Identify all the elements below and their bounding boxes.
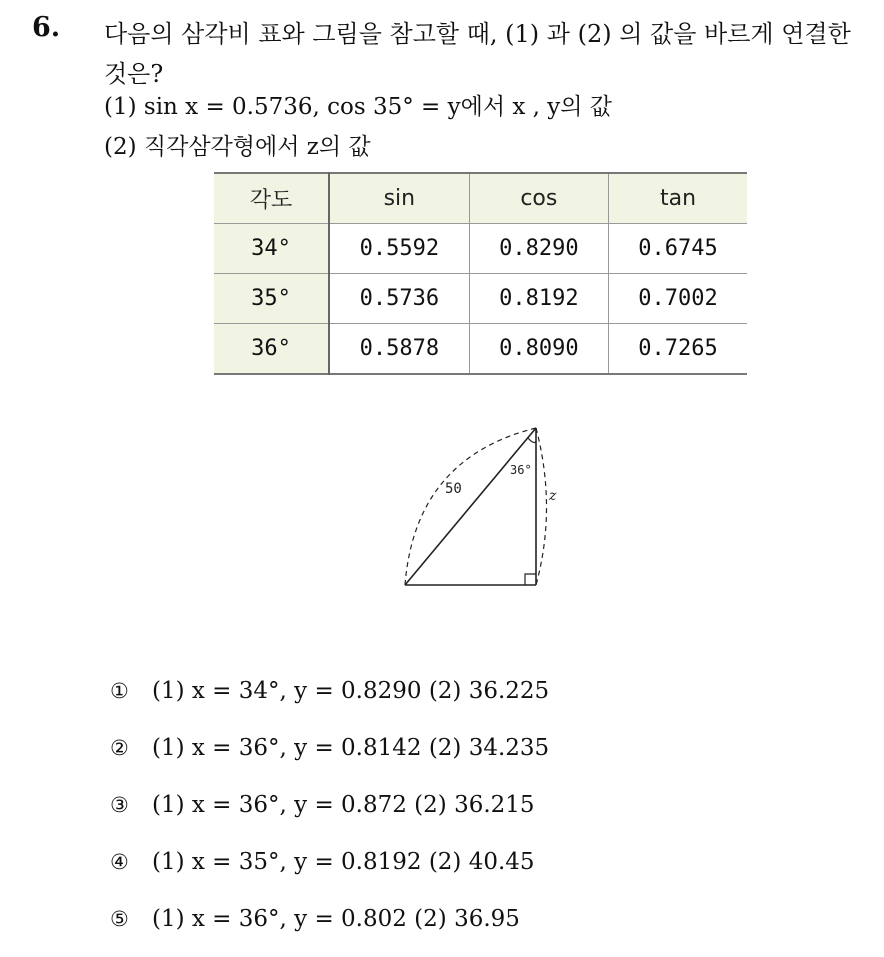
cell-angle: 34° (214, 224, 329, 274)
trig-table (214, 172, 747, 375)
choice-text: (1) x = 35°, y = 0.8192 (2) 40.45 (152, 849, 535, 875)
cell-tan: 0.7002 (609, 274, 747, 324)
header-sin: sin (329, 173, 469, 224)
cell-angle: 36° (214, 324, 329, 375)
choice-5[interactable] (110, 900, 549, 957)
angle-arc (528, 438, 536, 443)
right-triangle-figure (395, 418, 575, 598)
cell-angle: 35° (214, 274, 329, 324)
choice-number: ② (110, 736, 129, 760)
cell-cos: 0.8090 (469, 324, 608, 375)
choice-number: ④ (110, 850, 129, 874)
hypotenuse-label: 50 (445, 481, 462, 497)
question-number: 6. (32, 12, 61, 43)
choice-3[interactable] (110, 786, 549, 843)
cell-cos: 0.8290 (469, 224, 608, 274)
table-header-row (214, 173, 747, 224)
choice-2[interactable] (110, 729, 549, 786)
right-angle-marker (525, 574, 536, 585)
choice-number: ③ (110, 793, 129, 817)
header-angle: 각도 (214, 173, 329, 224)
cell-cos: 0.8192 (469, 274, 608, 324)
choice-number: ⑤ (110, 907, 129, 931)
sub-question-1: (1) sin x = 0.5736, cos 35° = y에서 x , y의 값 (104, 94, 613, 120)
table-row (214, 324, 747, 375)
table-row (214, 224, 747, 274)
choice-text: (1) x = 34°, y = 0.8290 (2) 36.225 (152, 678, 550, 704)
header-tan: tan (609, 173, 747, 224)
choice-text: (1) x = 36°, y = 0.8142 (2) 34.235 (152, 735, 550, 761)
choice-1[interactable] (110, 672, 549, 729)
answer-choices (110, 672, 549, 957)
choice-text: (1) x = 36°, y = 0.802 (2) 36.95 (152, 906, 520, 932)
side-dashed-arc (536, 428, 547, 585)
angle-label: 36° (510, 463, 532, 477)
hypotenuse-line (405, 428, 536, 585)
cell-sin: 0.5592 (329, 224, 469, 274)
cell-sin: 0.5736 (329, 274, 469, 324)
cell-sin: 0.5878 (329, 324, 469, 375)
choice-text: (1) x = 36°, y = 0.872 (2) 36.215 (152, 792, 535, 818)
side-z-label: z (549, 488, 557, 504)
choice-number: ① (110, 679, 129, 703)
cell-tan: 0.6745 (609, 224, 747, 274)
cell-tan: 0.7265 (609, 324, 747, 375)
choice-4[interactable] (110, 843, 549, 900)
table-row (214, 274, 747, 324)
question-text: 다음의 삼각비 표와 그림을 참고할 때, (1) 과 (2) 의 값을 바르게 연결한 것은? (104, 20, 851, 88)
sub-question-2: (2) 직각삼각형에서 z의 값 (104, 134, 371, 160)
header-cos: cos (469, 173, 608, 224)
